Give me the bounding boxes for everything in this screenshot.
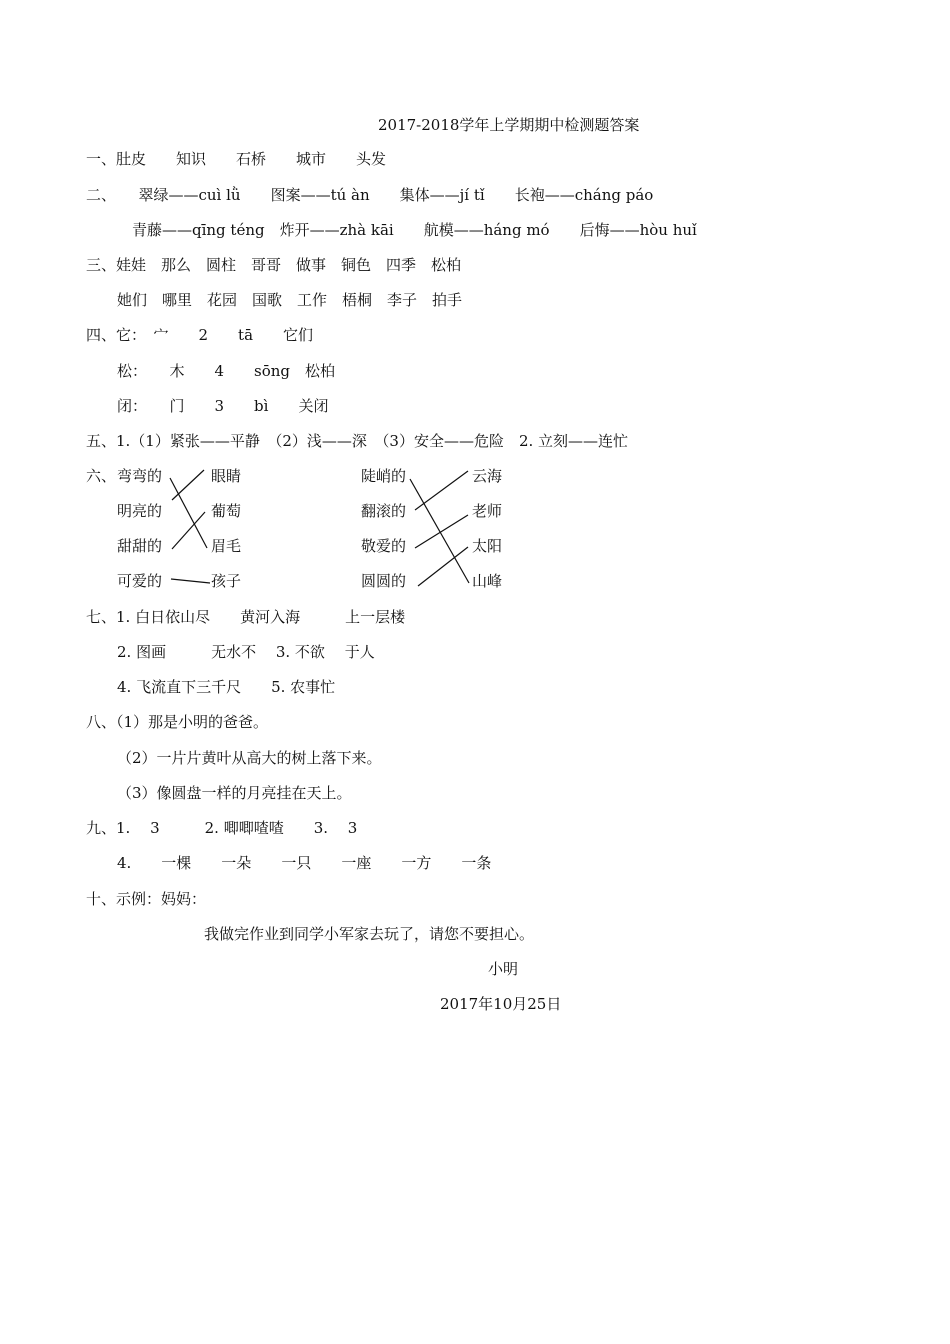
answer-q4-line3: 闭： 门 3 bì 关闭 <box>117 397 329 415</box>
answer-q8-line1: 八、（1）那是小明的爸爸。 <box>86 713 269 731</box>
match-left-target: 孩子 <box>211 572 242 590</box>
answer-q4-line1: 四、它： 宀 2 tā 它们 <box>86 326 314 344</box>
answer-q7-line2: 2. 图画 无水不 3. 不欲 于人 <box>117 643 375 661</box>
connector-line <box>171 579 210 583</box>
answer-q7-line1: 七、1. 白日依山尽 黄河入海 上一层楼 <box>86 608 406 626</box>
answer-q3-line2: 她们 哪里 花园 国歌 工作 梧桐 李子 拍手 <box>117 291 463 309</box>
answer-q8-line3: （3）像圆盘一样的月亮挂在天上。 <box>117 784 352 802</box>
answer-q8-line2: （2）一片片黄叶从高大的树上落下来。 <box>117 749 382 767</box>
answer-q2-line1: 二、 翠绿——cuì lǜ 图案——tú àn 集体——jí tǐ 长袍——cháng páo <box>86 186 654 204</box>
answer-q3-line1: 三、娃娃 那么 圆柱 哥哥 做事 铜色 四季 松柏 <box>86 256 462 274</box>
match-right-word: 翻滚的 <box>361 502 407 520</box>
answer-q7-line3: 4. 飞流直下三千尺 5. 农事忙 <box>117 678 336 696</box>
note-body: 我做完作业到同学小军家去玩了，请您不要担心。 <box>204 925 535 943</box>
answer-q9-line1: 九、1. 3 2. 唧唧喳喳 3. 3 <box>86 819 358 837</box>
answer-q9-line2: 4. 一棵 一朵 一只 一座 一方 一条 <box>117 854 492 872</box>
answer-q4-line2: 松： 木 4 sōng 松柏 <box>117 362 336 380</box>
match-left-target: 眉毛 <box>211 537 242 555</box>
match-left-word: 弯弯的 <box>117 467 163 485</box>
connector-line <box>415 471 468 510</box>
match-right-word: 陡峭的 <box>361 467 407 485</box>
answer-q1: 一、肚皮 知识 石桥 城市 头发 <box>86 150 387 168</box>
match-right-word: 圆圆的 <box>361 572 407 590</box>
connector-line <box>418 547 468 586</box>
note-date: 2017年10月25日 <box>440 995 562 1013</box>
match-left-word: 可爱的 <box>117 572 163 590</box>
connector-line <box>172 470 204 500</box>
connector-line <box>410 479 469 583</box>
match-left-target: 葡萄 <box>211 502 242 520</box>
connector-line <box>172 512 205 549</box>
match-left-word: 明亮的 <box>117 502 163 520</box>
match-left-target: 眼睛 <box>211 467 242 485</box>
match-right-target: 山峰 <box>472 572 503 590</box>
match-right-target: 老师 <box>472 502 503 520</box>
page-title: 2017-2018学年上学期期中检测题答案 <box>378 116 640 134</box>
connector-line <box>170 478 207 548</box>
note-signature: 小明 <box>488 960 519 978</box>
match-right-word: 敬爱的 <box>361 537 407 555</box>
answer-q5: 五、1.（1）紧张——平静 （2）浅——深 （3）安全——危险 2. 立刻——连忙 <box>86 432 629 450</box>
answer-q2-line2: 青藤——qīng téng 炸开——zhà kāi 航模——háng mó 后悔——hòu huǐ <box>132 221 697 239</box>
connector-line <box>415 515 468 548</box>
answer-q10-line1: 十、示例：妈妈： <box>86 890 207 908</box>
match-right-target: 云海 <box>472 467 503 485</box>
answer-q6-label: 六、 <box>86 467 117 485</box>
match-left-word: 甜甜的 <box>117 537 163 555</box>
match-right-target: 太阳 <box>472 537 503 555</box>
